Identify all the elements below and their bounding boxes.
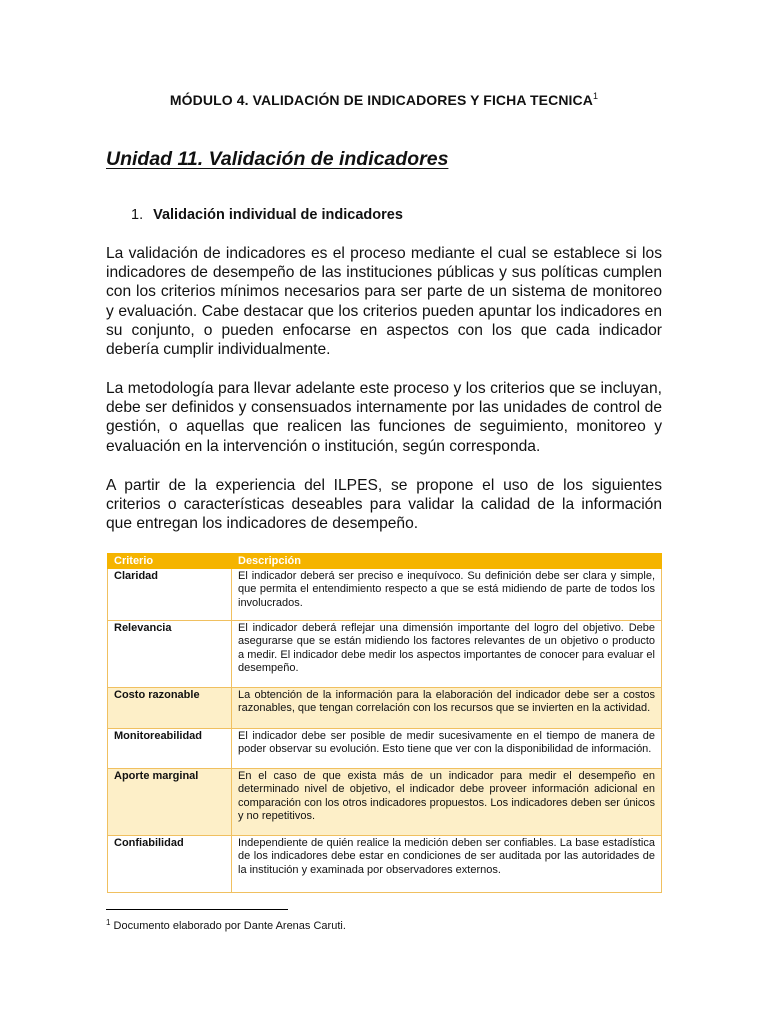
descripcion-cell: El indicador debe ser posible de medir sucesivamente en el tiempo de manera de poder observar su evolución. Esto tiene que ver con la disponibilidad de información. <box>232 729 662 769</box>
paragraph: A partir de la experiencia del ILPES, se propone el uso de los siguientes criterios o características deseables para validar la calidad de la información que entregan los indicadores de desempeño. <box>106 477 662 533</box>
descripcion-cell: En el caso de que exista más de un indicador para medir el desempeño en determinado nivel de objetivo, el indicador debe proveer información adicional en comparación con los otros indicadores propuestos. Los indicadores deben ser únicos y no repetitivos. <box>232 769 662 836</box>
criterio-cell: Confiabilidad <box>108 836 232 893</box>
paragraph: La validación de indicadores es el proceso mediante el cual se establece si los indicadores de desempeño de las instituciones públicas y sus políticas cumplen con los criterios mínimos necesarios para ser parte de un sistema de monitoreo y evaluación. Cabe destacar que los criterios pueden apuntar los indicadores en su conjunto, o pueden enfocarse en aspectos con los que cada indicador debería cumplir individualmente. <box>106 245 662 359</box>
table-header-row <box>108 554 662 569</box>
column-header-criterio: Criterio <box>108 554 232 569</box>
table-row <box>108 769 662 836</box>
section-number: 1. <box>131 207 144 223</box>
table-row <box>108 621 662 688</box>
criterio-cell: Monitoreabilidad <box>108 729 232 769</box>
descripcion-cell: Independiente de quién realice la medición deben ser confiables. La base estadística de los indicadores debe estar en condiciones de ser auditada por las autoridades de la institución y examinada por observadores externos. <box>232 836 662 893</box>
table-row <box>108 688 662 729</box>
criterio-cell: Costo razonable <box>108 688 232 729</box>
footnote <box>106 918 346 932</box>
descripcion-cell: El indicador deberá ser preciso e inequívoco. Su definición debe ser clara y simple, que permita el entendimiento respecto a que se está midiendo de parte de todos los involucrados. <box>232 569 662 621</box>
criterio-cell: Claridad <box>108 569 232 621</box>
column-header-descripcion: Descripción <box>232 554 662 569</box>
section-heading <box>131 207 403 223</box>
descripcion-cell: El indicador deberá reflejar una dimensión importante del logro del objetivo. Debe asegurarse que se están midiendo los factores relevantes de un objetivo o producto a medir. El indicador debe medir los aspectos importantes de conocer para evaluar el desempeño. <box>232 621 662 688</box>
table-row <box>108 836 662 893</box>
criterio-cell: Relevancia <box>108 621 232 688</box>
table-row <box>108 729 662 769</box>
section-title: Validación individual de indicadores <box>153 207 403 223</box>
footnote-reference: 1 <box>592 91 599 101</box>
descripcion-cell: La obtención de la información para la elaboración del indicador debe ser a costos razonables, que tengan correlación con los recursos que se invierten en la actividad. <box>232 688 662 729</box>
criteria-table <box>107 553 662 893</box>
table-row <box>108 569 662 621</box>
unit-title: Unidad 11. Validación de indicadores <box>106 148 449 170</box>
criterio-cell: Aporte marginal <box>108 769 232 836</box>
footnote-separator <box>106 909 288 910</box>
paragraph: La metodología para llevar adelante este proceso y los criterios que se incluyan, debe ser definidos y consensuados internamente por las unidades de control de gestión, o aquellas que realicen las funciones de seguimiento, monitoreo y evaluación en la intervención o institución, según corresponda. <box>106 380 662 455</box>
module-title-text: MÓDULO 4. VALIDACIÓN DE INDICADORES Y FICHA TECNICA <box>169 92 593 108</box>
footnote-number: 1 <box>106 918 111 927</box>
footnote-text: Documento elaborado por Dante Arenas Caruti. <box>113 920 346 932</box>
module-title <box>0 91 768 108</box>
